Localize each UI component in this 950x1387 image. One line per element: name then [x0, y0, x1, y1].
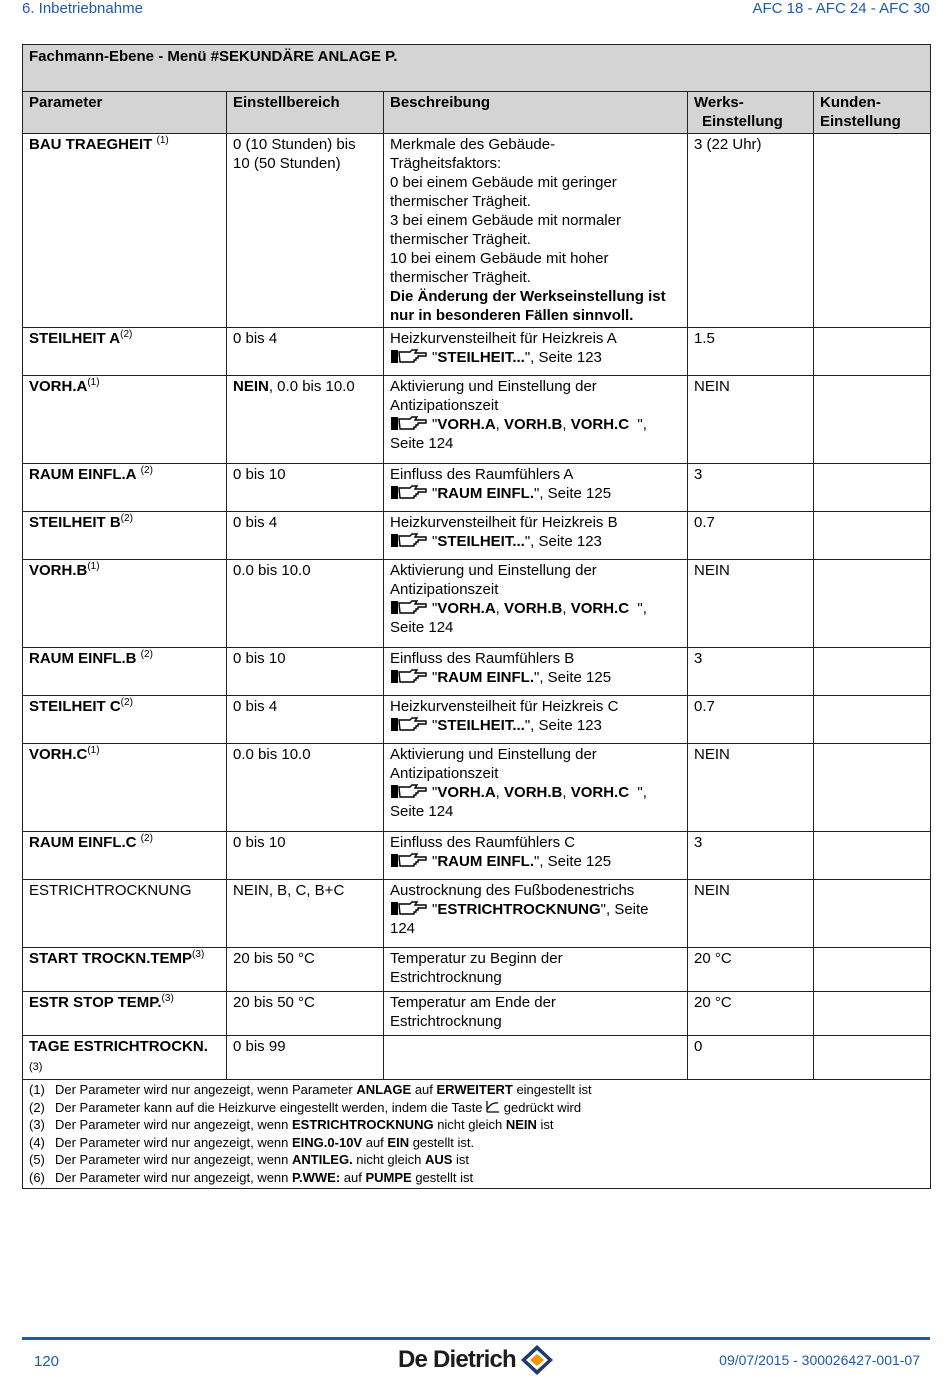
param-factory: 3	[688, 464, 814, 512]
param-name: TAGE ESTRICHTROCKN. (3)	[23, 1036, 227, 1080]
param-customer	[814, 696, 931, 744]
col-header-factory: Werks- Einstellung	[688, 92, 814, 134]
footnote: (2) Der Parameter kann auf die Heizkurve eingestellt werden, indem die Taste gedrückt wird	[29, 1099, 582, 1115]
param-customer	[814, 1036, 931, 1080]
param-description: Einfluss des Raumfühlers C "RAUM EINFL.", Seite 125	[384, 832, 688, 880]
page-number: 120	[34, 1353, 60, 1370]
param-range: NEIN, B, C, B+C	[227, 880, 384, 948]
table-row	[23, 464, 931, 512]
pointing-hand-icon	[390, 532, 428, 549]
col-header-range: Einstellbereich	[227, 92, 384, 134]
param-range: 0 bis 4	[227, 328, 384, 376]
col-header-customer: Kunden- Einstellung	[814, 92, 931, 134]
param-range: 20 bis 50 °C	[227, 948, 384, 992]
footnote: (4) Der Parameter wird nur angezeigt, wenn EING.0-10V auf EIN gestellt ist.	[29, 1134, 475, 1150]
param-name: START TROCKN.TEMP$^{(3)}$	[23, 948, 227, 992]
table-row	[23, 648, 931, 696]
param-name: STEILHEIT $C^{(2)}$	[23, 696, 227, 744]
param-customer	[814, 464, 931, 512]
param-factory: 3	[688, 832, 814, 880]
param-name: STEILHEIT $B^{(2)}$	[23, 512, 227, 560]
param-name: $VORH.A^{(1)}$	[23, 376, 227, 464]
footnote: (1) Der Parameter wird nur angezeigt, wenn Parameter ANLAGE auf ERWEITERT eingestellt ist	[29, 1082, 592, 1097]
param-range: 0 bis 4	[227, 512, 384, 560]
de-dietrich-diamond-icon	[519, 1344, 555, 1376]
table-row	[23, 560, 931, 648]
param-description: Heizkurvensteilheit für Heizkreis A "STEILHEIT...", Seite 123	[384, 328, 688, 376]
footnote: (6) Der Parameter wird nur angezeigt, wenn P.WWE: auf PUMPE gestellt ist	[29, 1169, 474, 1185]
param-description: Heizkurvensteilheit für Heizkreis C "STEILHEIT...", Seite 123	[384, 696, 688, 744]
brand-logo	[398, 1344, 555, 1376]
param-factory: NEIN	[688, 880, 814, 948]
table-row	[23, 696, 931, 744]
col-header-description: Beschreibung	[384, 92, 688, 134]
param-name: RAUM EINFL.C $^{(2)}$	[23, 832, 227, 880]
param-factory: 0.7	[688, 512, 814, 560]
param-customer	[814, 560, 931, 648]
param-description: Einfluss des Raumfühlers A "RAUM EINFL.", Seite 125	[384, 464, 688, 512]
param-customer	[814, 328, 931, 376]
param-factory: 0	[688, 1036, 814, 1080]
param-name: ESTRICHTROCKNUNG	[23, 880, 227, 948]
table-row	[23, 992, 931, 1036]
param-name: RAUM EINFL.B $^{(2)}$	[23, 648, 227, 696]
chapter-heading: 6. Inbetriebnahme	[22, 0, 143, 17]
pointing-hand-icon	[390, 348, 428, 365]
param-description: Temperatur am Ende der Estrichtrocknung	[384, 992, 688, 1036]
table-row	[23, 948, 931, 992]
parameter-table	[22, 44, 931, 1189]
param-range: 0 bis 10	[227, 648, 384, 696]
param-customer	[814, 832, 931, 880]
table-row	[23, 134, 931, 328]
param-customer	[814, 648, 931, 696]
param-description: Austrocknung des Fußbodenestrichs "ESTRICHTROCKNUNG", Seite 124	[384, 880, 688, 948]
param-customer	[814, 744, 931, 832]
table-title: Fachmann-Ebene - Menü #SEKUNDÄRE ANLAGE P.	[23, 45, 931, 92]
param-name: RAUM EINFL.A $^{(2)}$	[23, 464, 227, 512]
document-id: 09/07/2015 - 300026427-001-07	[719, 1352, 920, 1368]
param-name: $VORH.B^{(1)}$	[23, 560, 227, 648]
table-row	[23, 376, 931, 464]
param-factory: 1.5	[688, 328, 814, 376]
param-name: BAU TRAEGHEIT $^{(1)}$	[23, 134, 227, 328]
pointing-hand-icon	[390, 852, 428, 869]
footnote: (3) Der Parameter wird nur angezeigt, wenn ESTRICHTROCKNUNG nicht gleich NEIN ist	[29, 1117, 554, 1132]
param-customer	[814, 512, 931, 560]
pointing-hand-icon	[390, 599, 428, 616]
param-name: STEILHEIT $A^{(2)}$	[23, 328, 227, 376]
param-factory: NEIN	[688, 376, 814, 464]
param-range: NEIN, 0.0 bis 10.0	[227, 376, 384, 464]
param-range: 0 bis 10	[227, 832, 384, 880]
param-range: 0 bis 99	[227, 1036, 384, 1080]
brand-name: De Dietrich	[398, 1346, 516, 1373]
pointing-hand-icon	[390, 484, 428, 501]
model-heading: AFC 18 - AFC 24 - AFC 30	[752, 0, 930, 17]
param-range: 20 bis 50 °C	[227, 992, 384, 1036]
footnotes-row	[23, 1080, 931, 1189]
pointing-hand-icon	[390, 415, 428, 432]
param-description: Aktivierung und Einstellung der Antizipationszeit "VORH.A, VORH.B, VORH.C ", Seite 124	[384, 744, 688, 832]
footer-rule	[22, 1337, 930, 1340]
param-range: 0.0 bis 10.0	[227, 744, 384, 832]
param-customer	[814, 134, 931, 328]
param-factory: 20 °C	[688, 992, 814, 1036]
param-customer	[814, 376, 931, 464]
param-description: Merkmale des Gebäude- Trägheitsfaktors: 0 bei einem Gebäude mit geringer thermischer Trägheit. 3 bei einem Gebäude mit normaler thermischer Trägheit. 10 bei einem Gebäude mit hoher thermischer Trägheit. Die Änderung der Werkseinstellung ist nur in besonderen Fällen sinnvoll.	[384, 134, 688, 328]
param-range: 0.0 bis 10.0	[227, 560, 384, 648]
table-row	[23, 744, 931, 832]
param-customer	[814, 948, 931, 992]
param-customer	[814, 992, 931, 1036]
param-range: 0 bis 4	[227, 696, 384, 744]
pointing-hand-icon	[390, 900, 428, 917]
table-row	[23, 880, 931, 948]
table-row	[23, 1036, 931, 1080]
param-customer	[814, 880, 931, 948]
pointing-hand-icon	[390, 716, 428, 733]
param-description: Temperatur zu Beginn der Estrichtrocknung	[384, 948, 688, 992]
pointing-hand-icon	[390, 668, 428, 685]
param-description: Heizkurvensteilheit für Heizkreis B "STEILHEIT...", Seite 123	[384, 512, 688, 560]
param-factory: NEIN	[688, 744, 814, 832]
table-row	[23, 512, 931, 560]
footnotes	[23, 1080, 931, 1189]
param-factory: 20 °C	[688, 948, 814, 992]
param-name: $VORH.C^{(1)}$	[23, 744, 227, 832]
param-description: Aktivierung und Einstellung der Antizipationszeit "VORH.A, VORH.B, VORH.C ", Seite 124	[384, 376, 688, 464]
param-factory: 3 (22 Uhr)	[688, 134, 814, 328]
param-description: Einfluss des Raumfühlers B "RAUM EINFL.", Seite 125	[384, 648, 688, 696]
param-description	[384, 1036, 688, 1080]
pointing-hand-icon	[390, 783, 428, 800]
param-range: 0 bis 10	[227, 464, 384, 512]
footnote: (5) Der Parameter wird nur angezeigt, wenn ANTILEG. nicht gleich AUS ist	[29, 1152, 470, 1167]
table-row	[23, 328, 931, 376]
col-header-parameter: Parameter	[23, 92, 227, 134]
param-factory: 0.7	[688, 696, 814, 744]
param-description: Aktivierung und Einstellung der Antizipationszeit "VORH.A, VORH.B, VORH.C ", Seite 124	[384, 560, 688, 648]
table-row	[23, 832, 931, 880]
param-factory: NEIN	[688, 560, 814, 648]
param-name: ESTR STOP TEMP.$^{(3)}$	[23, 992, 227, 1036]
param-range: 0 (10 Stunden) bis 10 (50 Stunden)	[227, 134, 384, 328]
param-factory: 3	[688, 648, 814, 696]
heating-curve-key-icon	[486, 1100, 500, 1113]
